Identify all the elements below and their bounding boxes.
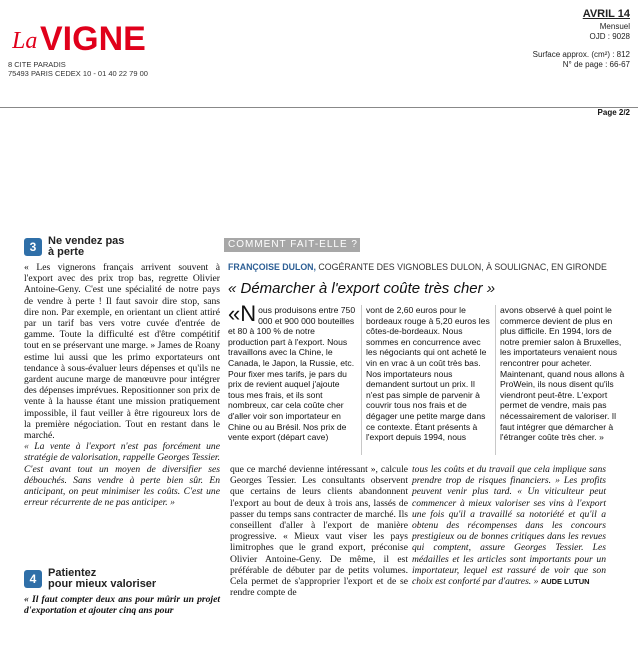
interview-column-3: avons observé à quel point le commerce devient de plus en plus difficile. En 1994, lors de notre premier salon à Bruxelles, les importateurs venaient nous rencontrer pour acheter. Maintenant, quand nous allons à ProWein, ils nous disent qu'ils viendront peut-être. L'export permet de vendre, mais pas nécessairement de valoriser. Il faut intégrer que démarcher à l'étranger coûte très cher. » [500, 305, 625, 443]
section-title-line1: Patientez [48, 567, 97, 579]
interviewee-name: FRANÇOISE DULON, [228, 262, 316, 272]
la-vigne-logo [12, 14, 162, 56]
publisher-address-line2: 75493 PARIS CEDEX 10 - 01 40 22 79 00 [8, 69, 148, 78]
paragraph: « Les vignerons français arrivent souvent à l'export avec des prix trop bas, regrette Olivier Antoine-Geny. C'est une spécialité de notre pays de vendre à perte ! Il faut savoir dire stop, sans dire non. Par exemple, en orientant un client attiré par un tarif bas vers votre cuvée d'entrée de gamme. Toute la difficulté est d'être compétitif tout en se préservant une marge. » James de Roany estime lui aussi que les primo exportateurs ont tendance à sous-évaluer leurs dépenses et qu'ils ne gardent aucune marge de manœuvre pour intégrer des dépenses imprévues. Repositionner son prix de vente à la hausse étant une mission pratiquement impossible, il faut veiller à être rigoureux lors de la première négociation. Tout en restant dans le marché. [24, 262, 220, 442]
page-numbers: N° de page : 66-67 [562, 60, 630, 69]
section-patientez [24, 568, 220, 616]
column-divider [361, 305, 362, 455]
interviewee [228, 262, 607, 272]
publisher-address-line1: 8 CITE PARADIS [8, 60, 66, 69]
page-indicator: Page 2/2 [597, 108, 630, 117]
section-title-line1: Ne vendez pas [48, 235, 125, 247]
box-header: COMMENT FAIT-ELLE ? [224, 238, 360, 252]
logo-la: La [12, 28, 38, 54]
number-3-icon: 3 [24, 238, 42, 256]
frequency: Mensuel [599, 22, 630, 31]
column-divider [495, 305, 496, 455]
section-body [24, 262, 220, 508]
number-4-icon: 4 [24, 570, 42, 588]
section-heading [24, 568, 220, 590]
header-divider [0, 107, 638, 108]
logo-vigne: VIGNE [40, 20, 146, 56]
issue-date: AVRIL 14 [582, 8, 630, 20]
section-title-line2: à perte [48, 246, 85, 258]
surface-area: Surface approx. (cm²) : 812 [532, 50, 630, 59]
paragraph: « La vente à l'export n'est pas forcément une stratégie de valorisation, rappelle Georges Tessier. C'est avant tout un moyen de diversifier ses débouchés. Sans vendre à perte bien sûr. En anticipant, on peut minimiser les coûts. C'est une erreur récurrente de ne pas anticiper. » [24, 441, 220, 509]
dropcap: «N [228, 301, 257, 326]
section-title-line2: pour mieux valoriser [48, 578, 157, 590]
ojd-count: OJD : 9028 [589, 32, 630, 41]
interview-column-2: vont de 2,60 euros pour le bordeaux rouge à 5,20 euros les côtes-de-bordeaux. Nous sommes en concurrence avec les négociants qui ont acheté le vin en vrac à un coût très bas. Nos importateurs nous demandent surtout un prix. Il n'est pas simple de parvenir à couvrir tous nos frais et de dégager une petite marge dans ce contexte. Étant présents à l'export depuis 1994, nous [366, 305, 490, 443]
interview-title: « Démarcher à l'export coûte très cher » [228, 280, 496, 297]
byline: AUDE LUTUN [540, 577, 590, 587]
section-ne-vendez-pas [24, 236, 220, 508]
paragraph: ous produisons entre 750 000 et 900 000 bouteilles et 80 à 100 % de notre production part à l'export. Nous travaillons avec la Chine, le Canada, le Japon, la Russie, etc. Pour fixer mes tarifs, je pars du prix de revient auquel j'ajoute tous mes frais, et ils sont nombreux, car cela coûte cher d'aller voir son importateur en Chine ou au Brésil. Nos prix de vente export (départ cave) [228, 305, 356, 443]
continuation-column-3 [412, 464, 606, 587]
section-heading [24, 236, 220, 258]
interviewee-role: COGÉRANTE DES VIGNOBLES DULON, À SOULIGNAC, EN GIRONDE [315, 262, 607, 272]
paragraph: tous les coûts et du travail que cela implique sans prendre trop de risques financiers. » Les profits peuvent venir plus tard. « Un viticulteur peut commencer à mieux valoriser ses vins à l'export une fois qu'il a travaillé sa notoriété et qu'il a obtenu des récompenses dans les concours prestigieux ou de bonnes critiques dans les revues qui comptent, assure Georges Tessier. Les médailles et les articles sont importants pour un importateur, lequel est rassuré de voir que son choix est conforté par d'autres. » [412, 464, 606, 588]
paragraph: « Il faut compter deux ans pour mûrir un projet d'exportation et ajouter cinq ans pour [24, 594, 220, 617]
interview-column-1 [228, 301, 356, 443]
continuation-column-2: que ce marché devienne intéressant », calcule Georges Tessier. Les consultants observent que certains de leurs clients abandonnent l'export au bout de deux à trois ans, lassés de passer du temps sans contracter de marché. Ils conseillent d'aller à l'export de manière progressive. « Mieux vaut viser les pays limitrophes que le grand export, préconise Olivier Antoine-Geny. De même, il est préférable de débuter par de petits volumes. Cela permet de s'approprier l'export et de se rendre compte de [230, 464, 408, 599]
